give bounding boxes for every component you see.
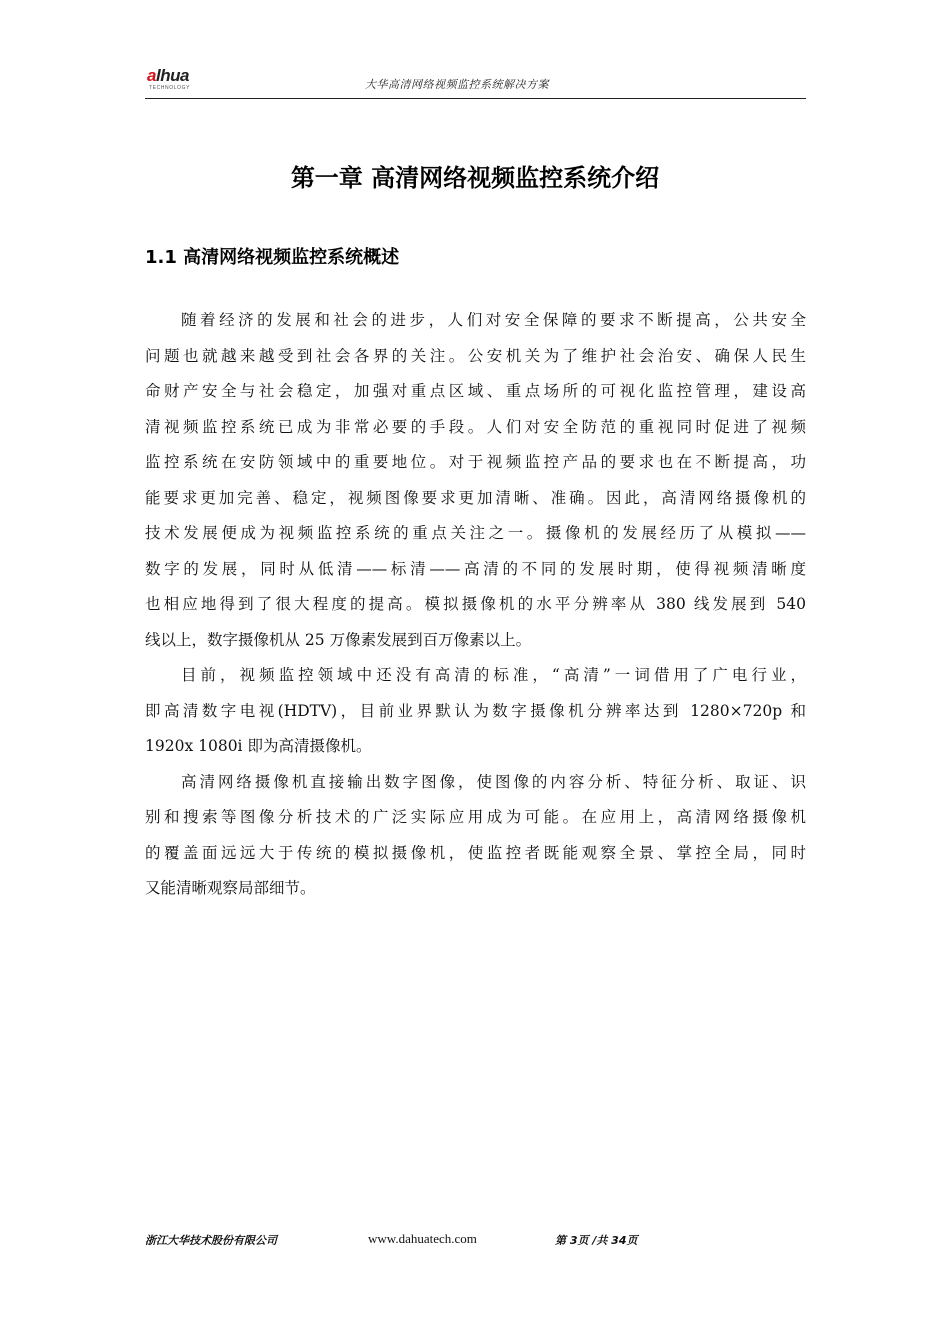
paragraph-line: 能要求更加完善、稳定，视频图像要求更加清晰、准确。因此，高清网络摄像机的 <box>145 488 806 507</box>
paragraph-line: 1920x 1080i 即为高清摄像机。 <box>145 737 372 755</box>
header-title: 大华高清网络视频监控系统解决方案 <box>365 78 549 91</box>
body-text <box>145 303 806 907</box>
section-title: 1.1 高清网络视频监控系统概述 <box>145 247 400 268</box>
logo-subtext: TECHNOLOGY <box>149 85 191 91</box>
logo-wordmark-rest: lhua <box>155 66 189 85</box>
paragraph-line: 线以上，数字摄像机从 25 万像素发展到百万像素以上。 <box>145 630 532 649</box>
paragraph-line: 清视频监控系统已成为非常必要的手段。人们对安全防范的重视同时促进了视频 <box>145 417 806 436</box>
paragraph-line: 又能清晰观察局部细节。 <box>145 879 316 897</box>
footer-company: 浙江大华技术股份有限公司 <box>145 1234 277 1247</box>
page-footer <box>145 1232 806 1252</box>
paragraph-line: 数字的发展，同时从低清——标清——高清的不同的发展时期，使得视频清晰度 <box>145 559 806 578</box>
paragraph-line: 监控系统在安防领域中的重要地位。对于视频监控产品的要求也在不断提高，功 <box>145 453 806 471</box>
paragraph-line: 随着经济的发展和社会的进步，人们对安全保障的要求不断提高，公共安全 <box>181 311 806 329</box>
paragraph-line: 命财产安全与社会稳定，加强对重点区域、重点场所的可视化监控管理，建设高 <box>145 382 806 400</box>
paragraph-line: 目前，视频监控领域中还没有高清的标准，“高清”一词借用了广电行业， <box>181 666 806 684</box>
logo-wordmark: alhua <box>147 66 189 85</box>
paragraph-line: 别和搜索等图像分析技术的广泛实际应用成为可能。在应用上，高清网络摄像机 <box>145 808 806 826</box>
footer-url: www.dahuatech.com <box>368 1231 477 1246</box>
paragraph-line: 即高清数字电视(HDTV)，目前业界默认为数字摄像机分辨率达到 1280×720p 和 <box>145 701 806 720</box>
page-header <box>145 66 806 99</box>
paragraph-line: 问题也就越来越受到社会各界的关注。公安机关为了维护社会治安、确保人民生 <box>145 346 806 365</box>
paragraph-line: 技术发展便成为视频监控系统的重点关注之一。摄像机的发展经历了从模拟—— <box>145 524 806 542</box>
chapter-title: 第一章 高清网络视频监控系统介绍 <box>290 164 660 192</box>
paragraph-line: 也相应地得到了很大程度的提高。模拟摄像机的水平分辨率从 380 线发展到 540 <box>145 595 806 613</box>
footer-page-number: 第 3页 /共 34页 <box>555 1234 638 1247</box>
dahua-logo <box>145 66 215 94</box>
paragraph-line: 高清网络摄像机直接输出数字图像，使图像的内容分析、特征分析、取证、识 <box>181 772 806 791</box>
paragraph-line: 的覆盖面远远大于传统的模拟摄像机，使监控者既能观察全景、掌控全局，同时 <box>145 843 806 862</box>
